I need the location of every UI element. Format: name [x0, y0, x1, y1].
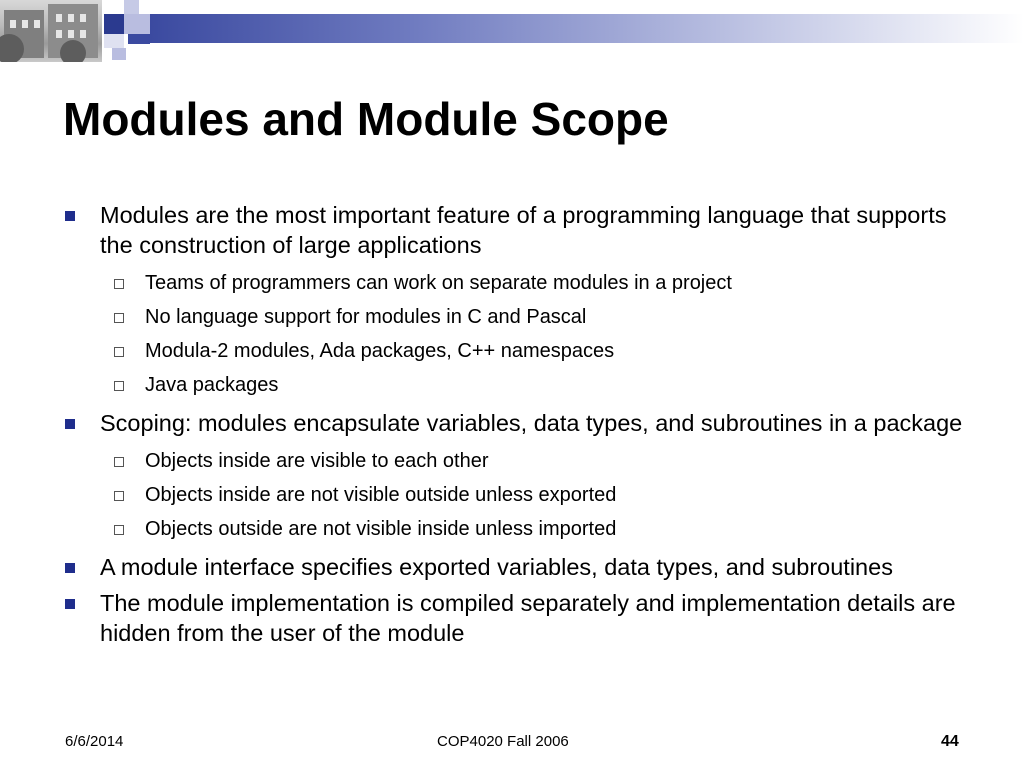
sub-bullet-item — [63, 300, 983, 334]
sub-bullet-item — [63, 512, 983, 546]
square-bullet-icon — [65, 211, 75, 221]
sub-bullet-text: Teams of programmers can work on separate modules in a project — [145, 272, 732, 294]
decor-square — [104, 14, 124, 34]
sub-bullet-item — [63, 478, 983, 512]
header-building-photo — [0, 0, 102, 62]
decor-square — [112, 48, 126, 60]
sub-bullet-item — [63, 444, 983, 478]
decor-square — [104, 0, 124, 14]
bullet-item — [63, 408, 983, 438]
decor-square — [124, 14, 150, 34]
sub-bullet-text: Objects inside are not visible outside unless exported — [145, 484, 617, 506]
decor-square — [128, 34, 150, 44]
decor-square — [104, 34, 124, 48]
sub-bullet-item — [63, 334, 983, 368]
sub-bullet-item — [63, 266, 983, 300]
hollow-square-bullet-icon — [114, 347, 124, 357]
hollow-square-bullet-icon — [114, 381, 124, 391]
bullet-text: Scoping: modules encapsulate variables, data types, and subroutines in a package — [100, 410, 963, 436]
hollow-square-bullet-icon — [114, 279, 124, 289]
footer-course: COP4020 Fall 2006 — [437, 733, 569, 750]
square-bullet-icon — [65, 599, 75, 609]
footer-date: 6/6/2014 — [65, 733, 124, 750]
bullet-item — [63, 200, 983, 260]
sub-bullet-text: Modula-2 modules, Ada packages, C++ namespaces — [145, 340, 615, 362]
decor-square — [124, 0, 139, 14]
sub-bullet-list — [63, 266, 983, 402]
bullet-item — [63, 552, 983, 582]
sub-bullet-list — [63, 444, 983, 546]
sub-bullet-text: Java packages — [145, 374, 279, 396]
header-gradient-band — [150, 14, 1024, 43]
sub-bullet-text: Objects outside are not visible inside unless imported — [145, 518, 617, 540]
slide-content — [63, 200, 983, 654]
hollow-square-bullet-icon — [114, 525, 124, 535]
bullet-text: The module implementation is compiled separately and implementation details are hidden from the user of the module — [100, 590, 956, 646]
square-bullet-icon — [65, 419, 75, 429]
slide-title: Modules and Module Scope — [63, 93, 669, 145]
sub-bullet-text: No language support for modules in C and Pascal — [145, 306, 587, 328]
bullet-text: A module interface specifies exported variables, data types, and subroutines — [100, 554, 893, 580]
slide-number: 44 — [941, 733, 959, 750]
hollow-square-bullet-icon — [114, 313, 124, 323]
bullet-item — [63, 588, 983, 648]
sub-bullet-text: Objects inside are visible to each other — [145, 450, 489, 472]
sub-bullet-item — [63, 368, 983, 402]
hollow-square-bullet-icon — [114, 491, 124, 501]
bullet-text: Modules are the most important feature of a programming language that supports the construction of large applications — [100, 202, 947, 258]
square-bullet-icon — [65, 563, 75, 573]
hollow-square-bullet-icon — [114, 457, 124, 467]
